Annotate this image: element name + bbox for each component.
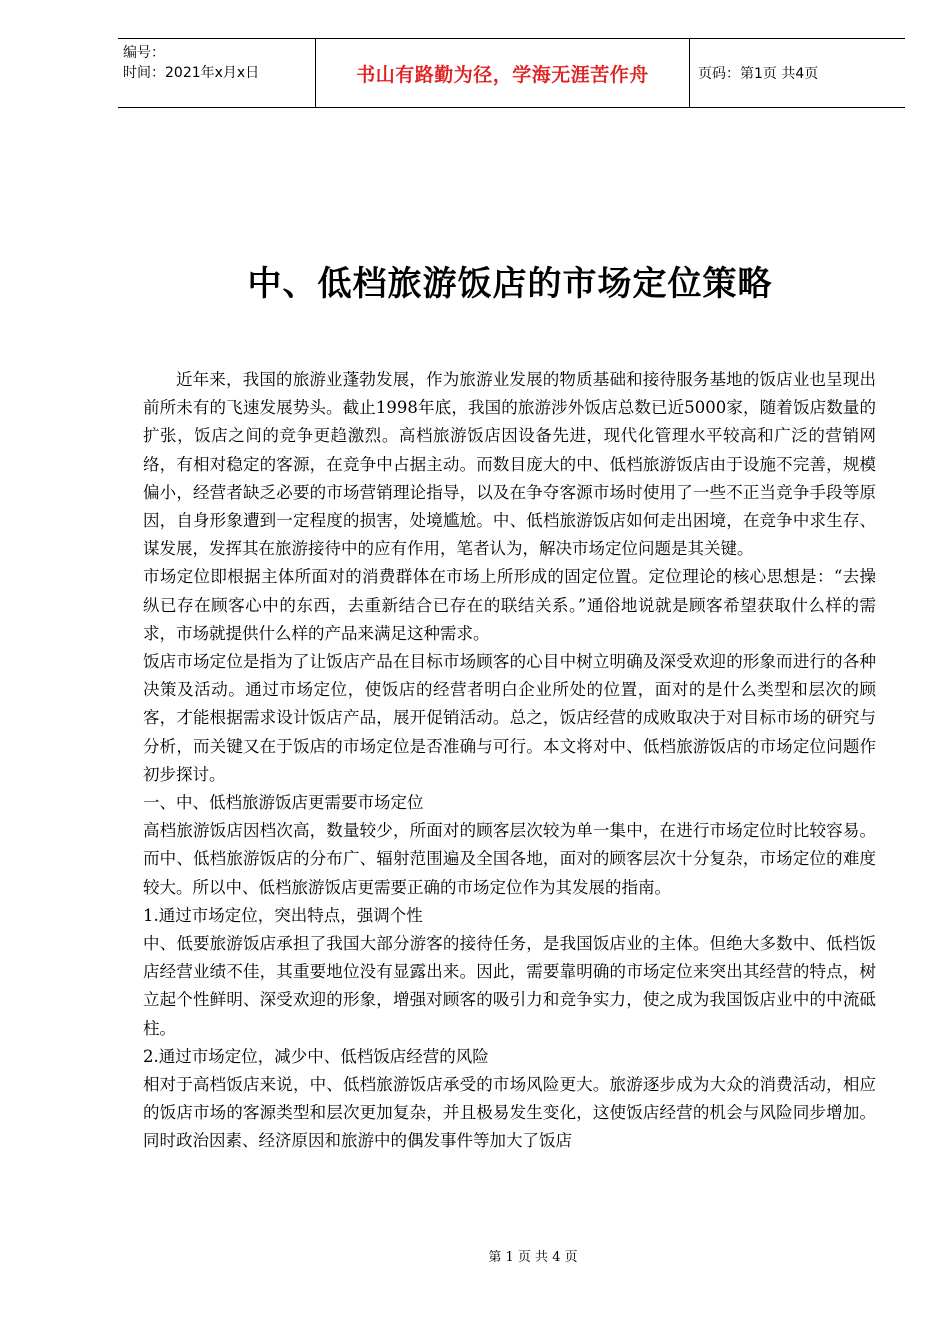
paragraph: 市场定位即根据主体所面对的消费群体在市场上所形成的固定位置。定位理论的核心思想是：“去操纵已存在顾客心中的东西，去重新结合已存在的联结关系。”通俗地说就是顾客希望获取什么样的需求，市场就提供什么样的产品来满足这种需求。 — [143, 567, 876, 643]
header-motto: 书山有路勤为径，学海无涯苦作舟 — [316, 39, 690, 107]
doc-number-label: 编号： — [123, 45, 165, 61]
page-title: 中、低档旅游饭店的市场定位策略 — [247, 264, 773, 304]
paragraph: 中、低要旅游饭店承担了我国大部分游客的接待任务，是我国饭店业的主体。但绝大多数中、低档饭店经营业绩不佳，其重要地位没有显露出来。因此，需要靠明确的市场定位来突出其经营的特点，树立起个性鲜明、深受欢迎的形象，增强对顾客的吸引力和竞争实力，使之成为我国饭店业中的中流砥柱。 — [143, 934, 876, 1038]
paragraph: 饭店市场定位是指为了让饭店产品在目标市场顾客的心目中树立明确及深受欢迎的形象而进行的各种决策及活动。通过市场定位，使饭店的经营者明白企业所处的位置，面对的是什么类型和层次的顾客，才能根据需求设计饭店产品，展开促销活动。总之，饭店经营的成败取决于对目标市场的研究与分析，而关键又在于饭店的市场定位是否准确与可行。本文将对中、低档旅游饭店的市场定位问题作初步探讨。 — [143, 652, 876, 784]
page-footer: 第 1 页 共 4 页 — [488, 1250, 578, 1265]
paragraph: 高档旅游饭店因档次高，数量较少，所面对的顾客层次较为单一集中，在进行市场定位时比较容易。而中、低档旅游饭店的分布广、辐射范围遍及全国各地，面对的顾客层次十分复杂，市场定位的难度较大。所以中、低档旅游饭店更需要正确的市场定位作为其发展的指南。 — [143, 821, 876, 897]
paragraph: 相对于高档饭店来说，中、低档旅游饭店承受的市场风险更大。旅游逐步成为大众的消费活动，相应的饭店市场的客源类型和层次更加复杂，并且极易发生变化，这使饭店经营的机会与风险同步增加。同时政治因素、经济原因和旅游中的偶发事件等加大了饭店 — [143, 1075, 876, 1151]
doc-time-label: 时间：2021年x月x日 — [123, 65, 260, 81]
subsection-heading: 1.通过市场定位，突出特点，强调个性 — [143, 905, 423, 925]
section-heading: 一、中、低档旅游饭店更需要市场定位 — [143, 793, 424, 813]
paragraph: 近年来，我国的旅游业蓬勃发展，作为旅游业发展的物质基础和接待服务基地的饭店业也呈现出前所未有的飞速发展势头。截止1998年底，我国的旅游涉外饭店总数已近5000家，随着饭店数量的扩张，饭店之间的竞争更趋激烈。高档旅游饭店因设备先进，现代化管理水平较高和广泛的营销网络，有相对稳定的客源，在竞争中占据主动。而数目庞大的中、低档旅游饭店由于设施不完善，规模偏小，经营者缺乏必要的市场营销理论指导，以及在争夺客源市场时使用了一些不正当竞争手段等原因，自身形象遭到一定程度的损害，处境尴尬。中、低档旅游饭店如何走出困境，在竞争中求生存、谋发展，发挥其在旅游接待中的应有作用，笔者认为，解决市场定位问题是其关键。 — [143, 370, 876, 559]
document-body — [143, 366, 876, 1156]
header-meta — [118, 39, 316, 107]
header-table — [118, 38, 905, 108]
header-page-label: 页码：第1页 共4页 — [698, 66, 819, 82]
subsection-heading: 2.通过市场定位，减少中、低档饭店经营的风险 — [143, 1046, 489, 1066]
